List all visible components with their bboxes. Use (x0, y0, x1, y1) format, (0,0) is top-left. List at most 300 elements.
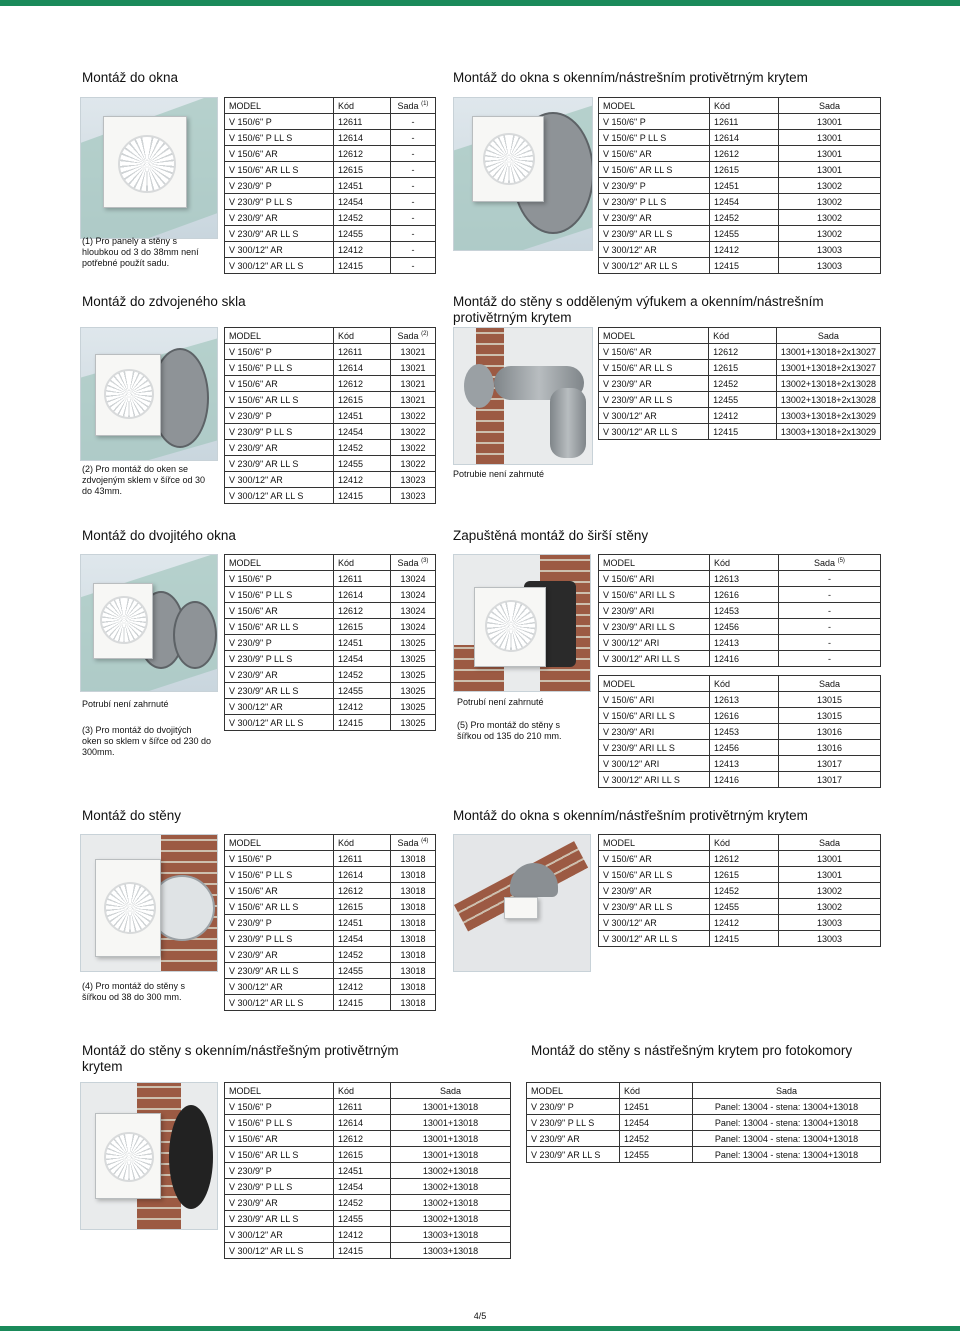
table-row (599, 931, 881, 947)
cell-code: 12452 (334, 210, 391, 226)
cell-kit: - (779, 635, 881, 651)
header-code: Kód (334, 328, 391, 344)
cell-code: 12614 (334, 360, 391, 376)
cell-code: 12412 (334, 472, 391, 488)
cell-kit: 13024 (391, 603, 436, 619)
table-wall-mount (224, 834, 436, 1011)
cell-code: 12453 (710, 724, 779, 740)
footnote-ref: (1) (421, 100, 429, 107)
header-code: Kód (710, 98, 779, 114)
table-row (225, 146, 436, 162)
table-header-row (225, 328, 436, 344)
cell-kit: 13023 (391, 488, 436, 504)
table-row (225, 571, 436, 587)
cell-code: 12611 (334, 1099, 391, 1115)
cell-code: 12412 (334, 1227, 391, 1243)
header-kit (391, 98, 436, 114)
cell-code: 12412 (709, 408, 777, 424)
cell-code: 12415 (334, 715, 391, 731)
table-row (225, 1163, 511, 1179)
cell-model: V 300/12" AR (225, 699, 334, 715)
table-window-cover (598, 97, 881, 274)
cell-code: 12452 (334, 440, 391, 456)
cell-model: V 230/9" AR LL S (225, 1211, 334, 1227)
cell-model: V 150/6" AR LL S (599, 360, 709, 376)
table-row (599, 242, 881, 258)
cell-kit: Panel: 13004 - stena: 13004+13018 (693, 1115, 881, 1131)
cell-model: V 150/6" AR (225, 883, 334, 899)
cell-kit: - (779, 651, 881, 667)
cell-model: V 230/9" P LL S (225, 424, 334, 440)
cell-model: V 150/6" P LL S (225, 587, 334, 603)
table-row (599, 114, 881, 130)
footnote-ref: (2) (421, 330, 429, 337)
cell-model: V 300/12" AR (225, 1227, 334, 1243)
table-row (599, 376, 881, 392)
table-row (599, 635, 881, 651)
table-row (599, 392, 881, 408)
cell-kit: 13003+13018 (391, 1227, 511, 1243)
cell-code: 12615 (334, 619, 391, 635)
table-row (225, 651, 436, 667)
table-row (527, 1099, 881, 1115)
bottom-accent-bar (0, 1326, 960, 1331)
cell-kit: 13022 (391, 440, 436, 456)
note-recessed-wall: (5) Pro montáž do stěny s šířkou od 135 do 210 mm. (457, 720, 562, 741)
cell-kit: 13003 (779, 915, 881, 931)
table-row (599, 178, 881, 194)
cell-model: V 230/9" ARI LL S (599, 740, 710, 756)
table-row (599, 130, 881, 146)
cell-kit: 13002 (779, 178, 881, 194)
table-row (225, 603, 436, 619)
cell-model: V 150/6" AR LL S (225, 1147, 334, 1163)
cell-code: 12452 (710, 210, 779, 226)
cell-model: V 150/6" AR (599, 344, 709, 360)
product-photo-window-roof-cover (453, 834, 591, 972)
cell-code: 12456 (710, 619, 779, 635)
table-header-row (225, 98, 436, 114)
table-recessed-wall-a (598, 554, 881, 667)
cell-model: V 230/9" AR LL S (225, 683, 334, 699)
cell-code: 12612 (334, 883, 391, 899)
section-title-wall-window-cover (82, 1043, 399, 1075)
section-title-line-1: Montáž do stěny s okenním/nástřešným protivětrným (82, 1043, 399, 1058)
cell-kit: 13002+13018+2x13028 (776, 392, 880, 408)
header-code: Kód (334, 835, 391, 851)
table-row (599, 756, 881, 772)
table-row (225, 360, 436, 376)
header-kit (391, 555, 436, 571)
note-recessed-wall-pipe: Potrubí není zahrnuté (457, 697, 544, 707)
header-model: MODEL (225, 98, 334, 114)
cell-model: V 230/9" P LL S (225, 1179, 334, 1195)
footnote-ref: (5) (837, 557, 845, 564)
header-code: Kód (334, 98, 391, 114)
header-kit-label: Sada (775, 1085, 798, 1096)
header-code: Kód (334, 555, 391, 571)
cell-kit: - (779, 571, 881, 587)
cell-model: V 230/9" AR (599, 883, 710, 899)
page-number: 4/5 (473, 1311, 487, 1321)
cell-kit: - (391, 258, 436, 274)
cell-code: 12415 (334, 995, 391, 1011)
cell-code: 12611 (334, 571, 391, 587)
cell-model: V 230/9" AR (527, 1131, 620, 1147)
cell-kit: 13002 (779, 883, 881, 899)
section-title-window-mount: Montáž do okna (82, 70, 179, 85)
section-title-line-2: krytem (82, 1059, 123, 1074)
cell-kit: 13003+13018+2x13029 (776, 408, 880, 424)
cell-kit: 13025 (391, 667, 436, 683)
product-photo-wall-mount (80, 834, 218, 972)
table-header-row (599, 835, 881, 851)
cell-code: 12413 (710, 756, 779, 772)
table-row (599, 146, 881, 162)
cell-code: 12451 (620, 1099, 693, 1115)
table-row (599, 424, 881, 440)
cell-code: 12455 (709, 392, 777, 408)
cell-kit: 13003+13018+2x13029 (776, 424, 880, 440)
table-header-row (225, 1083, 511, 1099)
cell-kit: 13017 (779, 772, 881, 788)
cell-code: 12451 (710, 178, 779, 194)
table-row (225, 408, 436, 424)
cell-model: V 230/9" AR (225, 210, 334, 226)
cell-code: 12451 (334, 635, 391, 651)
cell-code: 12611 (334, 344, 391, 360)
header-kit (779, 98, 881, 114)
table-row (599, 619, 881, 635)
table-wall-window-cover (224, 1082, 511, 1259)
cell-kit: 13022 (391, 408, 436, 424)
cell-kit: 13001+13018 (391, 1147, 511, 1163)
cell-kit: 13002+13018+2x13028 (776, 376, 880, 392)
cell-kit: 13015 (779, 692, 881, 708)
table-row (225, 963, 436, 979)
header-model: MODEL (599, 328, 709, 344)
cell-model: V 230/9" AR (225, 1195, 334, 1211)
cell-model: V 150/6" AR (225, 603, 334, 619)
header-kit (391, 835, 436, 851)
table-row (225, 226, 436, 242)
cell-kit: - (391, 114, 436, 130)
cell-code: 12451 (334, 408, 391, 424)
product-photo-wall-window-cover (80, 1082, 218, 1230)
table-window-roof-cover (598, 834, 881, 947)
table-row (225, 456, 436, 472)
top-accent-bar (0, 0, 960, 6)
cell-kit: 13018 (391, 963, 436, 979)
cell-model: V 230/9" P (527, 1099, 620, 1115)
cell-kit: - (391, 226, 436, 242)
cell-model: V 230/9" AR (225, 440, 334, 456)
table-recessed-wall-b (598, 675, 881, 788)
cell-model: V 150/6" AR LL S (225, 899, 334, 915)
table-row (225, 915, 436, 931)
cell-model: V 300/12" AR (599, 242, 710, 258)
cell-code: 12612 (334, 376, 391, 392)
header-model: MODEL (599, 835, 710, 851)
cell-kit: 13018 (391, 883, 436, 899)
table-row (225, 114, 436, 130)
cell-kit: 13018 (391, 931, 436, 947)
header-model: MODEL (225, 835, 334, 851)
cell-kit: 13001+13018 (391, 1131, 511, 1147)
table-row (225, 667, 436, 683)
note-double-window-pipe: Potrubí není zahrnuté (82, 699, 169, 709)
header-kit-label: Sada (818, 837, 841, 848)
header-code: Kód (620, 1083, 693, 1099)
table-row (225, 1195, 511, 1211)
header-code: Kód (709, 328, 777, 344)
cell-model: V 230/9" P (225, 1163, 334, 1179)
table-row (225, 1227, 511, 1243)
cell-model: V 150/6" AR LL S (225, 619, 334, 635)
header-code: Kód (710, 676, 779, 692)
table-row (599, 651, 881, 667)
cell-code: 12455 (620, 1147, 693, 1163)
product-photo-window-mount (80, 97, 218, 239)
cell-model: V 300/12" AR LL S (599, 424, 709, 440)
table-row (225, 376, 436, 392)
cell-kit: 13016 (779, 740, 881, 756)
cell-kit: 13018 (391, 851, 436, 867)
section-title-wall-mount: Montáž do stěny (82, 808, 182, 823)
note-double-glass: (2) Pro montáž do oken se zdvojeným sklem v šířce od 30 do 43mm. (82, 464, 206, 496)
table-row (225, 931, 436, 947)
cell-model: V 150/6" ARI (599, 571, 710, 587)
table-row (225, 1211, 511, 1227)
cell-kit: 13024 (391, 587, 436, 603)
table-row (225, 258, 436, 274)
cell-kit: 13018 (391, 867, 436, 883)
header-code: Kód (710, 555, 779, 571)
cell-model: V 150/6" P (225, 114, 334, 130)
cell-code: 12415 (334, 488, 391, 504)
cell-model: V 300/12" AR (225, 242, 334, 258)
cell-code: 12451 (334, 178, 391, 194)
cell-model: V 230/9" P (225, 408, 334, 424)
cell-code: 12412 (334, 242, 391, 258)
cell-code: 12615 (334, 162, 391, 178)
table-row (225, 440, 436, 456)
header-model: MODEL (599, 555, 710, 571)
cell-kit: 13024 (391, 571, 436, 587)
cell-kit: 13001+13018+2x13027 (776, 360, 880, 376)
cell-code: 12613 (710, 692, 779, 708)
cell-code: 12452 (709, 376, 777, 392)
cell-code: 12612 (710, 146, 779, 162)
cell-kit: 13001+13018 (391, 1099, 511, 1115)
table-row (599, 899, 881, 915)
table-row (225, 995, 436, 1011)
cell-code: 12611 (334, 851, 391, 867)
table-darkroom (526, 1082, 881, 1163)
header-kit (693, 1083, 881, 1099)
cell-kit: Panel: 13004 - stena: 13004+13018 (693, 1131, 881, 1147)
header-kit-label: Sada (397, 100, 419, 111)
cell-model: V 230/9" P (225, 635, 334, 651)
cell-kit: 13023 (391, 472, 436, 488)
cell-kit: - (391, 178, 436, 194)
table-row (599, 772, 881, 788)
table-header-row (599, 328, 881, 344)
header-kit-label: Sada (814, 557, 836, 568)
cell-model: V 150/6" P LL S (225, 360, 334, 376)
cell-code: 12452 (710, 883, 779, 899)
cell-kit: 13002 (779, 194, 881, 210)
cell-model: V 300/12" AR LL S (225, 488, 334, 504)
cell-model: V 230/9" ARI (599, 603, 710, 619)
table-wall-separate-exhaust (598, 327, 881, 440)
cell-kit: 13021 (391, 376, 436, 392)
cell-kit: - (391, 242, 436, 258)
cell-kit: 13002+13018 (391, 1211, 511, 1227)
header-model: MODEL (225, 328, 334, 344)
table-row (225, 619, 436, 635)
cell-kit: 13003 (779, 258, 881, 274)
cell-model: V 150/6" P LL S (225, 867, 334, 883)
cell-model: V 230/9" ARI (599, 724, 710, 740)
cell-model: V 230/9" AR (599, 376, 709, 392)
header-kit-label: Sada (397, 557, 419, 568)
table-row (225, 699, 436, 715)
cell-code: 12415 (710, 258, 779, 274)
cell-kit: 13021 (391, 360, 436, 376)
cell-code: 12416 (710, 772, 779, 788)
header-kit-label: Sada (439, 1085, 462, 1096)
table-row (225, 635, 436, 651)
cell-kit: - (391, 162, 436, 178)
cell-model: V 150/6" AR (225, 376, 334, 392)
note-wall-mount: (4) Pro montáž do stěny s šířkou od 38 do 300 mm. (82, 981, 186, 1002)
header-kit (391, 1083, 511, 1099)
cell-kit: 13021 (391, 344, 436, 360)
table-row (599, 258, 881, 274)
cell-model: V 150/6" P (225, 851, 334, 867)
cell-kit: 13025 (391, 635, 436, 651)
cell-kit: 13001+13018+2x13027 (776, 344, 880, 360)
cell-kit: 13025 (391, 715, 436, 731)
cell-code: 12412 (334, 979, 391, 995)
table-row (225, 899, 436, 915)
header-code: Kód (710, 835, 779, 851)
table-row (225, 1099, 511, 1115)
cell-kit: 13001+13018 (391, 1115, 511, 1131)
table-row (225, 1115, 511, 1131)
table-row (599, 692, 881, 708)
cell-kit: 13025 (391, 699, 436, 715)
table-header-row (599, 98, 881, 114)
cell-model: V 230/9" AR LL S (225, 226, 334, 242)
cell-kit: 13002 (779, 899, 881, 915)
cell-kit: 13021 (391, 392, 436, 408)
table-window-mount (224, 97, 436, 274)
table-row (225, 1179, 511, 1195)
cell-model: V 230/9" AR (225, 667, 334, 683)
footnote-ref: (3) (421, 557, 429, 564)
cell-code: 12613 (710, 571, 779, 587)
cell-code: 12454 (334, 1179, 391, 1195)
cell-model: V 300/12" AR (225, 979, 334, 995)
cell-code: 12455 (334, 683, 391, 699)
cell-model: V 300/12" AR LL S (225, 258, 334, 274)
header-kit-label: Sada (817, 330, 839, 341)
cell-code: 12612 (334, 146, 391, 162)
cell-kit: 13018 (391, 947, 436, 963)
cell-model: V 230/9" AR LL S (599, 226, 710, 242)
table-row (599, 194, 881, 210)
cell-model: V 150/6" AR (225, 1131, 334, 1147)
header-kit (779, 835, 881, 851)
table-header-row (225, 835, 436, 851)
cell-code: 12616 (710, 708, 779, 724)
section-title-double-window: Montáž do dvojitého okna (82, 528, 236, 543)
cell-kit: 13002+13018 (391, 1179, 511, 1195)
cell-kit: 13001 (779, 146, 881, 162)
cell-code: 12611 (710, 114, 779, 130)
cell-code: 12455 (334, 226, 391, 242)
table-row (225, 979, 436, 995)
cell-model: V 150/6" AR (599, 146, 710, 162)
section-title-darkroom: Montáž do stěny s nástřešným krytem pro fotokomory (531, 1043, 853, 1058)
cell-code: 12615 (334, 1147, 391, 1163)
cell-model: V 150/6" AR LL S (225, 162, 334, 178)
cell-model: V 230/9" AR LL S (599, 392, 709, 408)
cell-code: 12415 (334, 1243, 391, 1259)
cell-kit: 13002+13018 (391, 1195, 511, 1211)
cell-code: 12612 (334, 603, 391, 619)
cell-kit: 13015 (779, 708, 881, 724)
cell-code: 12612 (334, 1131, 391, 1147)
table-row (225, 424, 436, 440)
note-double-window: (3) Pro montáž do dvojitých oken so sklem v šířce od 230 do 300mm. (82, 725, 212, 757)
product-photo-double-glass (80, 327, 218, 461)
cell-kit: Panel: 13004 - stena: 13004+13018 (693, 1147, 881, 1163)
cell-kit: 13018 (391, 995, 436, 1011)
table-row (225, 867, 436, 883)
footnote-ref: (4) (421, 837, 429, 844)
cell-code: 12454 (334, 194, 391, 210)
cell-kit: - (779, 603, 881, 619)
cell-kit: 13002+13018 (391, 1163, 511, 1179)
cell-model: V 230/9" AR (599, 210, 710, 226)
cell-kit: 13002 (779, 210, 881, 226)
cell-kit: - (779, 619, 881, 635)
cell-model: V 150/6" P LL S (225, 1115, 334, 1131)
cell-code: 12454 (334, 651, 391, 667)
cell-model: V 230/9" P (599, 178, 710, 194)
cell-code: 12614 (334, 1115, 391, 1131)
cell-code: 12615 (334, 392, 391, 408)
cell-kit: 13001 (779, 114, 881, 130)
cell-code: 12614 (334, 130, 391, 146)
table-row (225, 683, 436, 699)
cell-code: 12611 (334, 114, 391, 130)
table-header-row (599, 676, 881, 692)
cell-code: 12416 (710, 651, 779, 667)
cell-code: 12451 (334, 915, 391, 931)
header-model: MODEL (527, 1083, 620, 1099)
cell-code: 12413 (710, 635, 779, 651)
cell-model: V 230/9" AR LL S (225, 963, 334, 979)
cell-model: V 230/9" AR LL S (599, 899, 710, 915)
cell-model: V 300/12" ARI LL S (599, 772, 710, 788)
table-row (599, 226, 881, 242)
cell-code: 12614 (334, 587, 391, 603)
section-title-window-roof-cover: Montáž do okna s okenním/nástřešním protivětrným krytem (453, 808, 808, 823)
